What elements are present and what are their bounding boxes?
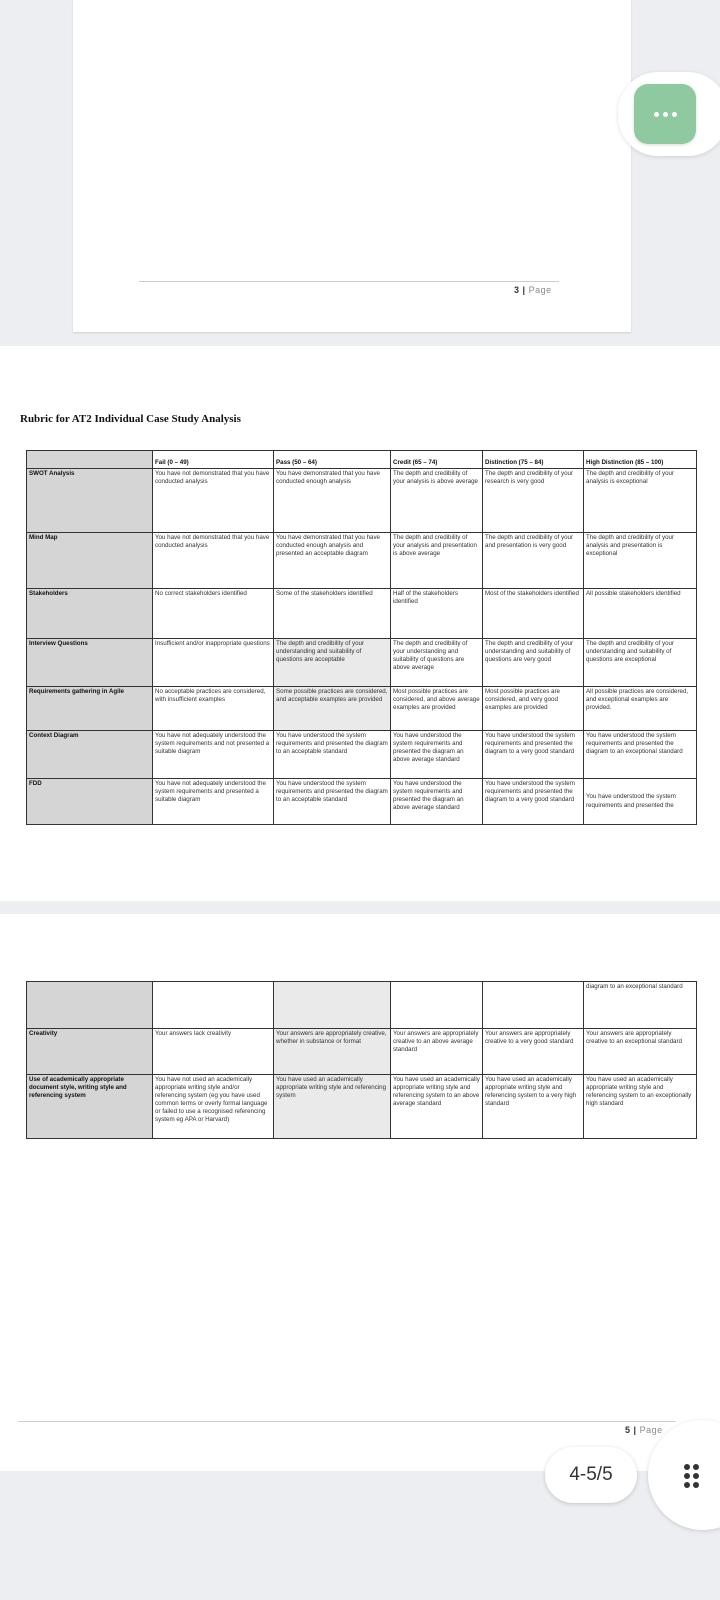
header-cell: Fail (0 – 49) (153, 451, 274, 469)
rubric-cell: You have understood the system requirements and presented the diagram to an acceptable standard (274, 779, 391, 825)
criterion-cell: Stakeholders (27, 589, 153, 639)
page-number-footer: 3 | Page (514, 285, 552, 295)
header-cell: Pass (50 – 64) (274, 451, 391, 469)
rubric-cell: Some of the stakeholders identified (274, 589, 391, 639)
rubric-cell: The depth and credibility of your analysis and presentation is exceptional (584, 533, 697, 589)
rubric-cell: Your answers are appropriately creative to an exceptional standard (584, 1029, 697, 1075)
header-cell: High Distinction (85 – 100) (584, 451, 697, 469)
rubric-cell: You have demonstrated that you have conducted enough analysis (274, 469, 391, 533)
rubric-cell: Most of the stakeholders identified (483, 589, 584, 639)
document-page-4 (0, 346, 720, 901)
document-page-3 (73, 0, 631, 332)
rubric-cell: You have not used an academically appropriate writing style and/or referencing system (eg you have used common terms or overly formal language or failed to use a recognised referencing system eg APA or Harvard) (153, 1075, 274, 1139)
table-header-row (27, 451, 697, 469)
rubric-cell: Your answers are appropriately creative, whether in substance or format (274, 1029, 391, 1075)
rubric-cell: The depth and credibility of your understanding and suitability of questions are above average (391, 639, 483, 687)
table-row (27, 731, 697, 779)
rubric-cell: You have not adequately understood the system requirements and not presented a suitable diagram (153, 731, 274, 779)
rubric-title: Rubric for AT2 Individual Case Study Analysis (20, 413, 241, 425)
criterion-cell: Mind Map (27, 533, 153, 589)
rubric-cell: Insufficient and/or inappropriate questions (153, 639, 274, 687)
rubric-cell: The depth and credibility of your understanding and suitability of questions are acceptable (274, 639, 391, 687)
table-row (27, 779, 697, 825)
rubric-cell: You have understood the system requirements and presented the diagram to an acceptable standard (274, 731, 391, 779)
table-row (27, 1029, 697, 1075)
rubric-cell: Some possible practices are considered, and acceptable examples are provided (274, 687, 391, 731)
rubric-cell: Half of the stakeholders identified (391, 589, 483, 639)
footer-rule (139, 281, 559, 282)
rubric-cell: You have not adequately understood the system requirements and presented a suitable diagram (153, 779, 274, 825)
rubric-cell (483, 982, 584, 1029)
table-row (27, 533, 697, 589)
page-number-footer: 5 | Page (625, 1425, 663, 1435)
rubric-cell: The depth and credibility of your analysis and presentation is above average (391, 533, 483, 589)
rubric-cell: You have not demonstrated that you have conducted analysis (153, 469, 274, 533)
rubric-cell: You have used an academically appropriate writing style and referencing system to an exceptionally high standard (584, 1075, 697, 1139)
table-row (27, 469, 697, 533)
criterion-cell: Interview Questions (27, 639, 153, 687)
table-row (27, 589, 697, 639)
rubric-cell (153, 982, 274, 1029)
rubric-cell: Your answers lack creativity (153, 1029, 274, 1075)
header-cell: Distinction (75 – 84) (483, 451, 584, 469)
table-row (27, 687, 697, 731)
rubric-table-continued (26, 981, 697, 1139)
rubric-cell: diagram to an exceptional standard (584, 982, 697, 1029)
criterion-cell: Creativity (27, 1029, 153, 1075)
rubric-cell (391, 982, 483, 1029)
criterion-cell: Context Diagram (27, 731, 153, 779)
criterion-cell: Requirements gathering in Agile (27, 687, 153, 731)
rubric-cell: The depth and credibility of your research is very good (483, 469, 584, 533)
rubric-cell: You have demonstrated that you have conducted enough analysis and presented an acceptable diagram (274, 533, 391, 589)
rubric-cell: You have not demonstrated that you have conducted analysis (153, 533, 274, 589)
rubric-cell: Your answers are appropriately creative to a very good standard (483, 1029, 584, 1075)
table-row (27, 982, 697, 1029)
rubric-table (26, 450, 697, 825)
header-cell: Credit (65 – 74) (391, 451, 483, 469)
rubric-cell: All possible practices are considered, and exceptional examples are provided. (584, 687, 697, 731)
rubric-cell: The depth and credibility of your analysis is exceptional (584, 469, 697, 533)
rubric-cell: The depth and credibility of your understanding and suitability of questions are exceptional (584, 639, 697, 687)
header-cell (27, 451, 153, 469)
criterion-cell (27, 982, 153, 1029)
document-page-5 (0, 914, 720, 1471)
rubric-cell: The depth and credibility of your and presentation is very good (483, 533, 584, 589)
rubric-cell: The depth and credibility of your understanding and suitability of questions are very good (483, 639, 584, 687)
rubric-cell: No correct stakeholders identified (153, 589, 274, 639)
rubric-cell: You have understood the system requirements and presented the (584, 779, 697, 825)
rubric-cell: All possible stakeholders identified (584, 589, 697, 639)
more-options-button[interactable] (634, 84, 696, 144)
footer-rule (18, 1421, 676, 1422)
rubric-cell: Your answers are appropriately creative to an above average standard (391, 1029, 483, 1075)
rubric-cell: No acceptable practices are considered, with insufficient examples (153, 687, 274, 731)
rubric-cell: You have understood the system requirements and presented the diagram to a very good standard (483, 779, 584, 825)
grid-view-icon (684, 1464, 699, 1488)
table-row (27, 1075, 697, 1139)
rubric-cell: Most possible practices are considered, and very good examples are provided (483, 687, 584, 731)
rubric-cell: Most possible practices are considered, and above average examples are provided (391, 687, 483, 731)
rubric-cell: You have used an academically appropriate writing style and referencing system (274, 1075, 391, 1139)
criterion-cell: SWOT Analysis (27, 469, 153, 533)
rubric-cell: You have used an academically appropriate writing style and referencing system to a very high standard (483, 1075, 584, 1139)
criterion-cell: Use of academically appropriate document style, writing style and referencing system (27, 1075, 153, 1139)
table-row (27, 639, 697, 687)
rubric-cell (274, 982, 391, 1029)
rubric-cell: You have understood the system requirements and presented the diagram an above average standard (391, 731, 483, 779)
rubric-cell: The depth and credibility of your analysis is above average (391, 469, 483, 533)
more-dots-icon (654, 112, 677, 117)
rubric-cell: You have understood the system requirements and presented the diagram to an exceptional standard (584, 731, 697, 779)
page-counter: 4-5/5 (545, 1447, 637, 1503)
rubric-cell: You have understood the system requirements and presented the diagram an above average standard (391, 779, 483, 825)
rubric-cell: You have used an academically appropriate writing style and referencing system to an above average standard (391, 1075, 483, 1139)
criterion-cell: FDD (27, 779, 153, 825)
rubric-cell: You have understood the system requirements and presented the diagram to a very good standard (483, 731, 584, 779)
